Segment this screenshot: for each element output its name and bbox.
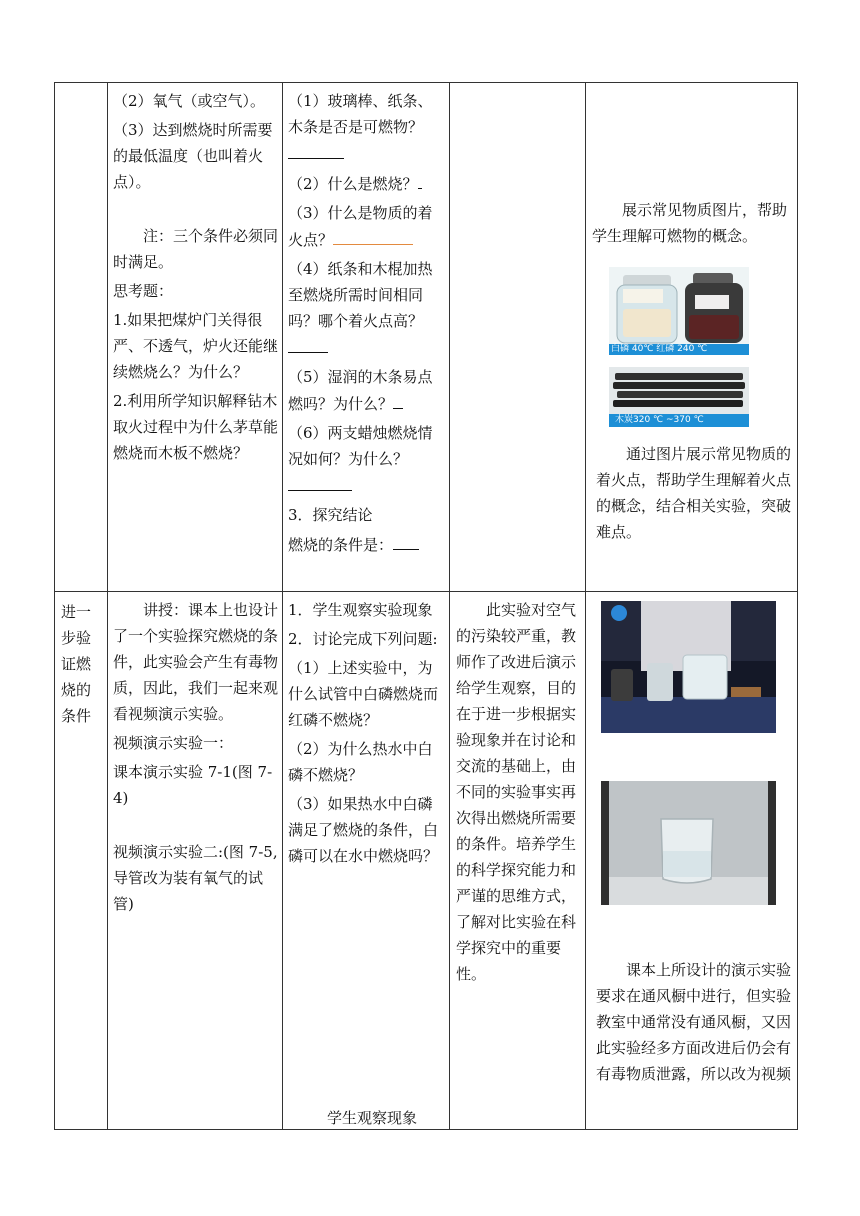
substance-bottles-photo	[609, 267, 749, 355]
paragraph: （2）氧气（或空气）。	[113, 92, 266, 110]
paragraph: 视频演示实验二:(图 7-5,导管改为装有氧气的试管)	[113, 843, 278, 913]
paragraph: 1.如果把煤炉门关得很严、不透气，炉火还能继续燃烧么？为什么？	[113, 311, 279, 381]
bottles-illustration	[609, 267, 749, 355]
row2-design-intent: 此实验对空气的污染较严重，教师作了改进后演示给学生观察，目的在于进一步根据实验现象并在讨论和交流的基础上，由不同的实验事实再次得出燃烧所需要的条件。培养学生的科学探究能力和严谨的思维方式，了解对比实验在科学探究中的重要性。	[456, 601, 577, 983]
question: （4）纸条和木棍加热至燃烧所需时间相同吗？哪个着火点高？	[288, 256, 446, 361]
row1-design-intent-2: 通过图片展示常见物质的着火点，帮助学生理解着火点的概念，结合相关实验，突破难点。	[596, 445, 792, 541]
video-frame-1	[601, 601, 776, 733]
paragraph: 视频演示实验一：	[113, 734, 234, 752]
question: （1）玻璃棒、纸条、木条是否是可燃物？	[288, 88, 446, 167]
row1-student-activity	[288, 88, 446, 561]
answer-blank	[393, 531, 419, 550]
column-divider	[107, 83, 108, 1129]
paragraph: （3）如果热水中白磷满足了燃烧的条件，白磷可以在水中燃烧吗？	[288, 795, 439, 865]
answer-blank	[418, 170, 422, 189]
paragraph: 课本演示实验 7-1(图 7-4)	[113, 763, 273, 807]
lesson-plan-table	[54, 82, 798, 1130]
question: （3）什么是物质的着火点？	[288, 204, 433, 249]
paragraph: （1）上述实验中，为什么试管中白磷燃烧而红磷不燃烧？	[288, 659, 439, 729]
photo-caption: 白磷 40℃ 红磷 240 ℃	[611, 344, 708, 354]
answer-blank	[288, 140, 344, 159]
row2-student-observe: 学生观察现象	[327, 1109, 418, 1127]
column-divider	[449, 83, 450, 1129]
paragraph: 1．学生观察实验现象	[288, 601, 433, 619]
experiment-video-still	[601, 601, 776, 733]
column-divider	[282, 83, 283, 1129]
paragraph: 2.利用所学知识解释钻木取火过程中为什么茅草能燃烧而木板不燃烧？	[113, 392, 279, 462]
row1-teacher-content	[113, 88, 279, 469]
row2-student-activity	[288, 597, 446, 872]
photo-caption: 木炭320 ℃ ~370 ℃	[615, 415, 704, 425]
paragraph: （3）达到燃烧时所需要的最低温度（也叫着火点）。	[113, 121, 273, 191]
charcoal-photo	[609, 367, 749, 427]
answer-blank	[333, 226, 413, 245]
paragraph: 注：三个条件必须同时满足。	[113, 227, 279, 271]
question: （5）湿润的木条易点燃吗？为什么？	[288, 368, 433, 413]
column-divider	[585, 83, 586, 1129]
answer-blank	[393, 390, 403, 409]
row2-teacher-content	[113, 597, 279, 920]
row-divider	[55, 591, 797, 592]
conclusion-title: 3．探究结论	[288, 506, 373, 524]
paragraph: 讲授：课本上也设计了一个实验探究燃烧的条件，此实验会产生有毒物质，因此，我们一起来观看视频演示实验。	[113, 601, 279, 723]
paragraph: 思考题：	[113, 282, 174, 300]
paragraph: （2）为什么热水中白磷不燃烧？	[288, 740, 433, 784]
paragraph: 2．讨论完成下列问题:	[288, 630, 438, 648]
video-frame-2	[601, 781, 776, 905]
question: （2）什么是燃烧？	[288, 170, 446, 197]
question: （6）两支蜡烛燃烧情况如何？为什么？	[288, 420, 446, 499]
row1-design-intent-1: 展示常见物质图片，帮助学生理解可燃物的概念。	[592, 201, 788, 245]
answer-blank	[288, 334, 328, 353]
answer-blank	[288, 472, 352, 491]
row2-section-title: 进一步验证燃烧的条件	[61, 603, 92, 725]
conclusion: 燃烧的条件是：	[288, 531, 446, 558]
row2-design-intent-2: 课本上所设计的演示实验要求在通风橱中进行，但实验教室中通常没有通风橱，又因此实验经多方面改进后仍会有有毒物质泄露，所以改为视频	[596, 961, 792, 1083]
beaker-video-still	[601, 781, 776, 905]
